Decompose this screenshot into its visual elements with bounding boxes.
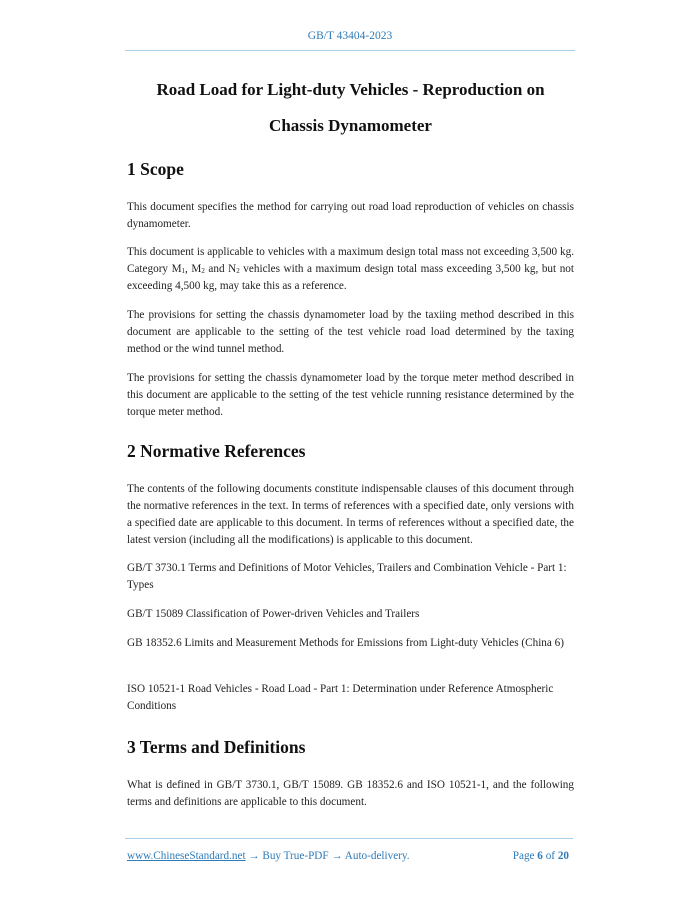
page-label: Page xyxy=(512,850,535,862)
scope-paragraph-3: The provisions for setting the chassis dynamometer load by the taxiing method described in this document are applicable to the setting of the test vehicle road load determined by the taxing method or the wind tunnel method. xyxy=(127,309,574,355)
page-total: 20 xyxy=(557,850,569,862)
auto-delivery-text: Auto-delivery. xyxy=(344,850,410,862)
scope-paragraph-1: This document specifies the method for carrying out road load reproduction of vehicles on chassis dynamometer. xyxy=(127,201,574,230)
text-run: vehicles with a maximum design total mass exceeding 3,500 kg, but not exceeding 4,500 kg, may take this as a reference. xyxy=(127,263,574,292)
section-heading-terms-definitions: 3 Terms and Definitions xyxy=(127,737,306,757)
reference-item: ISO 10521-1 Road Vehicles - Road Load - Part 1: Determination under Reference Atmospheric Conditions xyxy=(127,683,554,712)
reference-item: GB/T 15089 Classification of Power-driven Vehicles and Trailers xyxy=(127,608,420,620)
page-current: 6 xyxy=(537,850,543,862)
buy-true-pdf-text: Buy True-PDF xyxy=(262,850,329,862)
document-title-line1: Road Load for Light-duty Vehicles - Reproduction on xyxy=(156,80,545,99)
text-run: , M xyxy=(185,263,202,275)
terms-paragraph-1: What is defined in GB/T 3730.1, GB/T 15089. GB 18352.6 and ISO 10521-1, and the following terms and definitions are applicable to this document. xyxy=(127,779,574,808)
text-run: This document is applicable to vehicles with a maximum design total mass not exceeding 3,500 kg. Category M xyxy=(127,246,574,275)
reference-item: GB/T 3730.1 Terms and Definitions of Motor Vehicles, Trailers and Combination Vehicle - Part 1: Types xyxy=(127,562,567,591)
reference-item: GB 18352.6 Limits and Measurement Methods for Emissions from Light-duty Vehicles (China 6) xyxy=(127,637,564,649)
arrow-right-icon: → xyxy=(245,850,263,862)
header-divider xyxy=(125,50,575,51)
subscript: 2 xyxy=(201,267,205,275)
document-title-line2: Chassis Dynamometer xyxy=(269,116,432,135)
scope-paragraph-2 xyxy=(127,244,574,295)
document-title xyxy=(127,72,574,144)
page-footer xyxy=(125,838,575,868)
section-heading-scope: 1 Scope xyxy=(127,159,184,179)
page-number xyxy=(513,850,569,862)
section-heading-normative-references: 2 Normative References xyxy=(127,441,306,461)
page-header xyxy=(125,0,575,52)
normative-references-intro: The contents of the following documents constitute indispensable clauses of this document through the normative references in the text. In terms of references with a specified date, only versions with a specified date are applicable to this document. In terms of references without a specified date, the latest version (including all the modifications) is applicable to this document. xyxy=(127,483,574,546)
subscript: 1 xyxy=(181,267,186,275)
text-run: and N xyxy=(204,263,237,275)
page-of-label: of xyxy=(545,850,556,862)
footer-divider xyxy=(125,838,573,839)
arrow-right-icon: → xyxy=(328,850,345,862)
standard-code: GB/T 43404-2023 xyxy=(307,30,393,42)
scope-paragraph-4: The provisions for setting the chassis dynamometer load by the torque meter method described in this document are applicable to the setting of the test vehicle running resistance determined by the torque meter method. xyxy=(127,372,574,418)
subscript: 2 xyxy=(236,267,240,275)
footer-promo xyxy=(127,850,410,862)
chinesestandard-link[interactable]: www.ChineseStandard.net xyxy=(127,850,246,862)
